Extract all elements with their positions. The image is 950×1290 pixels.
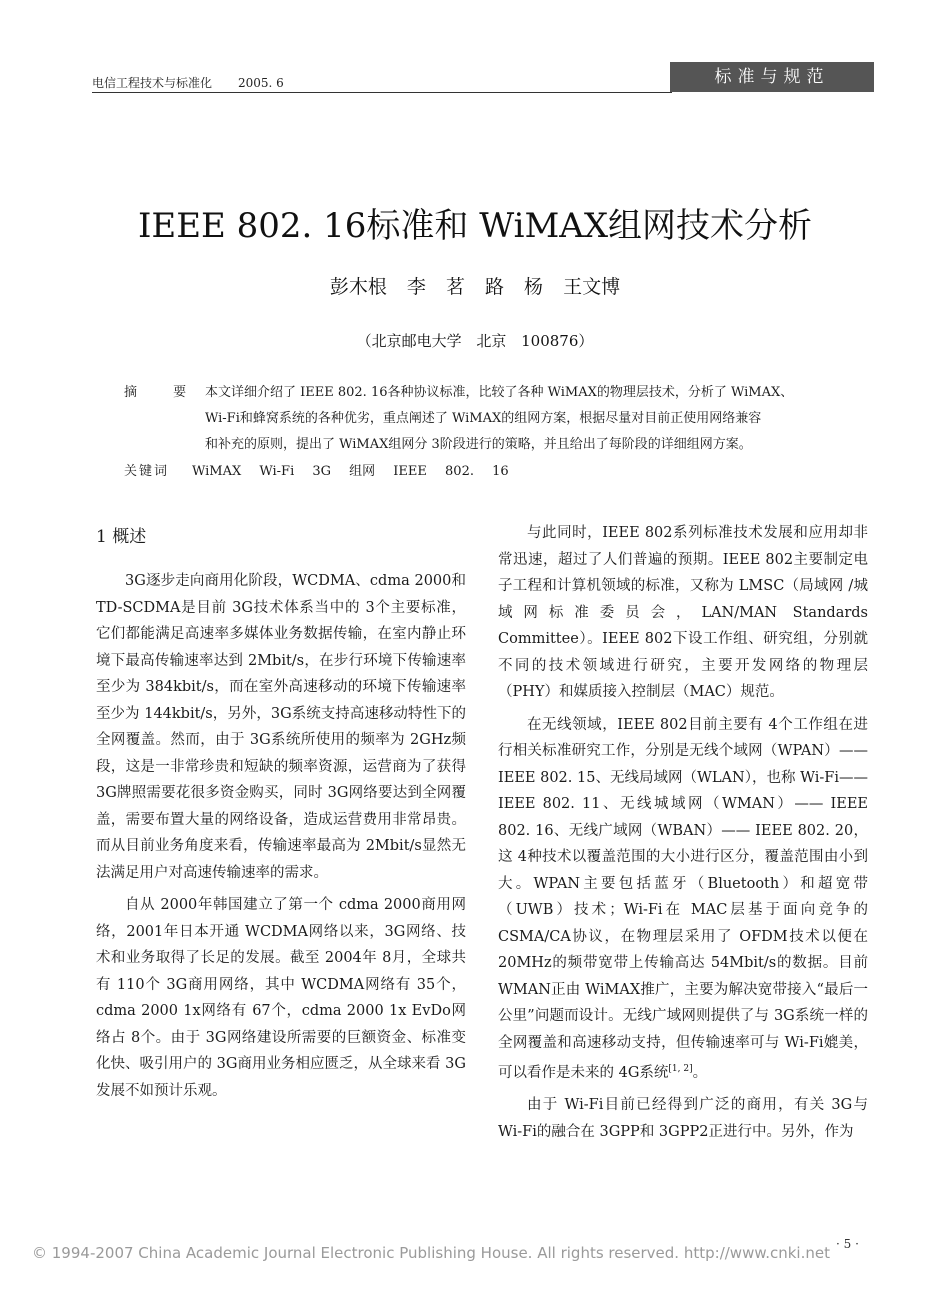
paragraph-end: 。 [692,1064,708,1081]
paragraph: 自从 2000年韩国建立了第一个 cdma 2000商用网络，2001年日本开通 WCDMA网络以来，3G网络、技术和业务取得了长足的发展。截至 2004年 8月，全球共有 110个 3G商用网络，其中 WCDMA网络有 35个，cdma 2000 1x网络有 67个，cdma 2000 1x EvDo网络占 8个。由于 3G网络建设所需要的巨额资金、标准变化快、吸引用户的 3G商用业务相应匮乏，从全球来看 3G发展不如预计乐观。 [96,897,466,1099]
copyright-footer: © 1994-2007 China Academic Journal Electronic Publishing House. All rights reserved. http://www.cnki.net [32,1244,830,1262]
paragraph: 3G逐步走向商用化阶段，WCDMA、cdma 2000和 TD-SCDMA是目前 3G技术体系当中的 3个主要标准，它们都能满足高速率多媒体业务数据传输，在室内静止环境下最高传输速率达到 2Mbit/s，在步行环境下传输速率至少为 384kbit/s，而在室外高速移动的环境下传输速率至少为 144kbit/s，另外，3G系统支持高速移动特性下的全网覆盖。然而，由于 3G系统所使用的频率为 2GHz频段，这是一非常珍贵和短缺的频率资源，运营商为了获得 3G牌照需要花很多资金购买，同时 3G网络要达到全网覆盖，需要布置大量的网络设备，造成运营费用非常昂贵。而从目前业务角度来看，传输速率最高为 2Mbit/s显然无法满足用户对高速传输速率的需求。 [96,573,467,881]
affiliation: （北京邮电大学 北京 100876） [356,332,594,350]
right-column [498,520,868,1151]
header-rule [92,92,672,93]
journal-name: 电信工程技术与标准化 [92,76,213,90]
left-column [96,568,466,1110]
keywords-label: 关键词 [124,464,170,479]
paragraph: 与此同时，IEEE 802系列标准技术发展和应用却非常迅速，超过了人们普遍的预期。IEEE 802主要制定电子工程和计算机领域的标准，又称为 LMSC（局域网 /城域网标准委员会，LAN/MAN Standards Committee）。IEEE 802下设工作组、研究组，分别就不同的技术领域进行研究，主要开发网络的物理层（PHY）和媒质接入控制层（MAC）规范。 [498,525,868,700]
abstract-line-1: 本文详细介绍了 IEEE 802. 16各种协议标准，比较了各种 WiMAX的物理层技术，分析了 WiMAX、 [205,385,794,400]
running-header [92,74,284,91]
section-heading: 1 概述 [96,527,147,547]
paragraph-text: 在无线领域，IEEE 802目前主要有 4个工作组在进行相关标准研究工作，分别是无线个域网（WPAN）—— IEEE 802. 15、无线局域网（WLAN），也称 Wi-Fi—— IEEE 802. 11、无线城域网（WMAN）—— IEEE 802. 16、无线广域网（WBAN）—— IEEE 802. 20，这 4种技术以覆盖范围的大小进行区分，覆盖范围由小到大。WPAN主要包括蓝牙（Bluetooth）和超宽带（UWB）技术；Wi-Fi在 MAC层基于面向竞争的 CSMA/CA协议，在物理层采用了 OFDM技术以便在 20MHz的频带宽带上传输高达 54Mbit/s的数据。目前 WMAN正由 WiMAX推广，主要为解决宽带接入“最后一公里”问题而设计。无线广域网则提供了与 3G系统一样的全网覆盖和高速移动支持，但传输速率可与 Wi-Fi媲美，可以看作是未来的 4G系统 [498,716,868,1081]
page-number: · 5 · [836,1237,859,1251]
paper-title: IEEE 802. 16标准和 WiMAX组网技术分析 [137,206,813,246]
issue-number: 2005. 6 [238,76,284,90]
paragraph: 由于 Wi-Fi目前已经得到广泛的商用，有关 3G与 Wi-Fi的融合在 3GPP和 3GPP2正进行中。另外，作为 [498,1097,868,1140]
citation-ref: [1, 2] [668,1064,693,1074]
paragraph [498,712,868,1087]
abstract-line-2: Wi-Fi和蜂窝系统的各种优劣，重点阐述了 WiMAX的组网方案，根据尽量对目前正使用网络兼容 [205,411,762,426]
section-box: 标准与规范 [670,62,874,92]
abstract-line-3: 和补充的原则，提出了 WiMAX组网分 3阶段进行的策略，并且给出了每阶段的详细组网方案。 [205,437,752,452]
keywords-text: WiMAX Wi-Fi 3G 组网 IEEE 802. 16 [192,464,509,479]
authors: 彭木根 李 茗 路 杨 王文博 [329,276,621,298]
abstract-text [205,380,833,458]
abstract-label: 摘 要 [124,385,203,400]
